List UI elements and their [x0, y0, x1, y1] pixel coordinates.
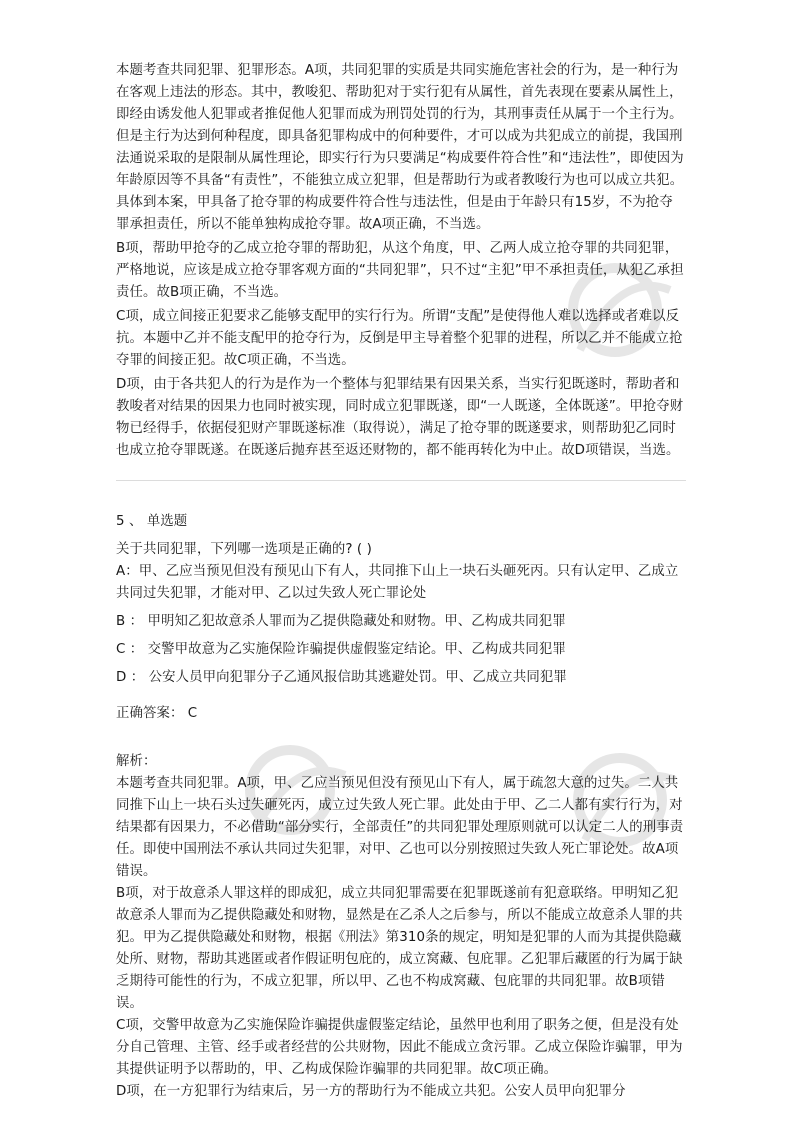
analysis-paragraph: B项，对于故意杀人罪这样的即成犯，成立共同犯罪需要在犯罪既遂前有犯意联络。甲明知乙犯故意杀人罪而为乙提供隐藏处和财物，显然是在乙杀人之后参与，所以不能成立故意杀人罪的共犯。甲为乙提供隐藏处和财物，根据《刑法》第310条的规定，明知是犯罪的人而为其提供隐藏处所、财物，帮助其逃匿或者作假证明包庇的，成立窝藏、包庇罪。乙犯罪后藏匿的行为属于缺乏期待可能性的行为，不成立犯罪，所以甲、乙也不构成窝藏、包庇罪的共同犯罪。故B项错误。 [116, 886, 683, 1011]
section-divider [116, 480, 686, 481]
option-c: C ： 交警甲故意为乙实施保险诈骗提供虚假鉴定结论。甲、乙构成共同犯罪 [116, 642, 566, 657]
analysis-paragraph: C项，交警甲故意为乙实施保险诈骗提供虚假鉴定结论，虽然甲也利用了职务之便，但是没有处分自己管理、主管、经手或者经营的公共财物，因此不能成立贪污罪。乙成立保险诈骗罪，甲为其提供证明予以帮助的，甲、乙构成保险诈骗罪的共同犯罪。故C项正确。 [116, 1018, 683, 1077]
correct-answer: 正确答案： C [116, 706, 198, 721]
prev-analysis-paragraph: D项，由于各共犯人的行为是作为一个整体与犯罪结果有因果关系，当实行犯既遂时，帮助者和教唆者对结果的因果力也同时被实现，同时成立犯罪既遂，即“一人既遂，全体既遂”。甲抢夺财物已经得手，依据侵犯财产罪既遂标准（取得说），满足了抢夺罪的既遂要求，则帮助犯乙同时也成立抢夺罪既遂。在既遂后抛弃甚至返还财物的，都不能再转化为中止。故D项错误，当选。 [116, 377, 684, 458]
question-stem: 关于共同犯罪，下列哪一选项是正确的? ( ) [116, 542, 372, 557]
analysis-paragraph: 本题考查共同犯罪。A项，甲、乙应当预见但没有预见山下有人，属于疏忽大意的过失。二人共同推下山上一块石头过失砸死丙，成立过失致人死亡罪。此处由于甲、乙二人都有实行行为，对结果都有因果力，不必借助“部分实行，全部责任”的共同犯罪处理原则就可以认定二人的刑事责任。即使中国刑法不承认共同过失犯罪，对甲、乙也可以分别按照过失致人死亡罪论处。故A项错误。 [116, 776, 684, 879]
option-b: B ： 甲明知乙犯故意杀人罪而为乙提供隐藏处和财物。甲、乙构成共同犯罪 [116, 614, 566, 629]
option-a: A：甲、乙应当预见但没有预见山下有人，共同推下山上一块石头砸死丙。只有认定甲、乙成立共同过失犯罪，才能对甲、乙以过失致人死亡罪论处 [116, 564, 679, 601]
prev-analysis-paragraph: B项，帮助甲抢夺的乙成立抢夺罪的帮助犯，从这个角度，甲、乙两人成立抢夺罪的共同犯罪，严格地说，应该是成立抢夺罪客观方面的“共同犯罪”，只不过“主犯”甲不承担责任，从犯乙承担责任。故B项正确，不当选。 [116, 241, 684, 300]
analysis-label: 解析： [116, 754, 157, 769]
option-d: D ： 公安人员甲向犯罪分子乙通风报信助其逃避处罚。甲、乙成立共同犯罪 [116, 670, 567, 685]
document-page [116, 60, 686, 1103]
prev-analysis-paragraph: 本题考查共同犯罪、犯罪形态。A项，共同犯罪的实质是共同实施危害社会的行为，是一种行为在客观上违法的形态。其中，教唆犯、帮助犯对于实行犯有从属性，首先表现在要素从属性上，即经由诱发他人犯罪或者推促他人犯罪而成为刑罚处罚的行为，其刑事责任从属于一个主行为。但是主行为达到何种程度，即具备犯罪构成中的何种要件，才可以成为共犯成立的前提，我国刑法通说采取的是限制从属性理论，即实行行为只要满足“构成要件符合性”和“违法性”，即使因为年龄原因等不具备“有责性”，不能独立成立犯罪，但是帮助行为或者教唆行为也可以成立共犯。具体到本案，甲具备了抢夺罪的构成要件符合性与违法性，但是由于年龄只有15岁，不为抢夺罪承担责任，所以不能单独构成抢夺罪。故A项正确，不当选。 [116, 63, 684, 232]
analysis-paragraph: D项，在一方犯罪行为结束后，另一方的帮助行为不能成立共犯。公安人员甲向犯罪分 [116, 1084, 626, 1099]
prev-analysis-paragraph: C项，成立间接正犯要求乙能够支配甲的实行行为。所谓“支配”是使得他人难以选择或者难以反抗。本题中乙并不能支配甲的抢夺行为，反倒是甲主导着整个犯罪的进程，所以乙并不能成立抢夺罪的间接正犯。故C项正确，不当选。 [116, 309, 683, 368]
question-number: 5 、 单选题 [116, 514, 188, 529]
